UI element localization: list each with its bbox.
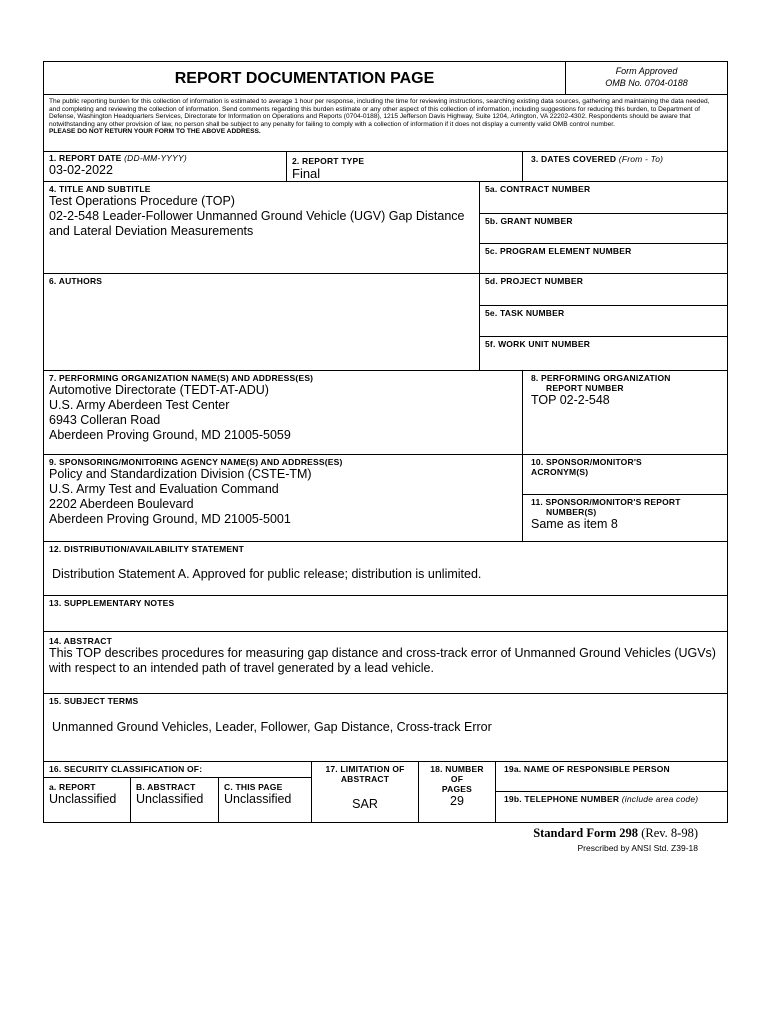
abstract-row (44, 632, 727, 694)
sponsor-acronym-label-2: ACRONYM(S) (531, 467, 589, 477)
performing-org-line-3: 6943 Colleran Road (49, 413, 161, 427)
title-line-2: 02-2-548 Leader-Follower Unmanned Ground Vehicle (UGV) Gap Distance (49, 209, 465, 223)
responsible-person-label: 19a. NAME OF RESPONSIBLE PERSON (504, 764, 670, 774)
security-report-value: Unclassified (49, 792, 117, 806)
return-warning: PLEASE DO NOT RETURN YOUR FORM TO THE ABOVE ADDRESS. (49, 128, 261, 136)
performing-report-label-1: 8. PERFORMING ORGANIZATION (531, 373, 671, 383)
task-number-label: 5e. TASK NUMBER (485, 308, 565, 318)
performing-report-cell[interactable] (523, 371, 727, 454)
report-type-label: 2. REPORT TYPE (292, 156, 365, 166)
report-type-value[interactable]: Final (292, 166, 321, 181)
telephone-hint: (include area code) (621, 794, 699, 804)
security-report-cell[interactable] (44, 778, 131, 822)
report-documentation-form (43, 61, 728, 823)
limitation-value: SAR (352, 797, 378, 811)
form-footer (533, 826, 698, 853)
pages-label-2: OF (450, 774, 464, 784)
standard-form-label: Standard Form 298 (533, 826, 639, 840)
limitation-label-1: 17. LIMITATION OF (325, 764, 405, 774)
omb-number: OMB No. 0704-0188 (605, 78, 688, 88)
distribution-cell[interactable] (44, 542, 727, 595)
dates-covered-cell[interactable] (523, 152, 727, 181)
dates-covered-label: 3. DATES COVERED (531, 154, 617, 164)
abstract-line-1: This TOP describes procedures for measuring gap distance and cross-track error of Unmanned Ground Vehicles (UGVs) (49, 646, 716, 660)
pages-value: 29 (450, 794, 464, 808)
security-page-value: Unclassified (224, 792, 292, 806)
performing-report-number: TOP 02-2-548 (531, 393, 610, 407)
performing-org-row (44, 371, 727, 455)
distribution-row (44, 542, 727, 596)
limitation-cell[interactable] (312, 762, 419, 822)
security-abstract-label: B. ABSTRACT (136, 782, 196, 792)
burden-statement: The public reporting burden for this collection of information is estimated to average 1 hour per response, including the time for reviewing instructions, searching existing data sources, gathering and maintaining the data needed, and completing and reviewing the collection of information. Send comments regarding this burden estimate or any other aspect of this collection of information, including suggestions for reducing this burden, to Department of Defense, Washington Headquarters Services, Directorate for Information on Operations and Reports (0704-0188), 1215 Jefferson Davis Highway, Suite 1204, Arlington, VA 22202-4302. Respondents should be aware that notwithstanding any other provision of law, no person shall be subject to any penalty for failing to comply with a collection of information if it does not display a currently valid OMB control number. (49, 98, 710, 128)
title-line-1: Test Operations Procedure (TOP) (49, 194, 235, 208)
performing-org-line-4: Aberdeen Proving Ground, MD 21005-5059 (49, 428, 291, 442)
title-subtitle-cell[interactable] (44, 182, 480, 273)
sponsor-report-label-1: 11. SPONSOR/MONITOR'S REPORT (531, 497, 681, 507)
security-report-label: a. REPORT (49, 782, 96, 792)
telephone-cell[interactable] (496, 792, 727, 822)
report-date-hint: (DD-MM-YYYY) (124, 153, 187, 163)
security-page-cell[interactable] (219, 778, 311, 822)
subject-terms-row (44, 694, 727, 762)
sponsor-label: 9. SPONSORING/MONITORING AGENCY NAME(S) AND ADDRESS(ES) (49, 457, 343, 467)
project-number-cell[interactable] (480, 274, 727, 306)
abstract-line-2: with respect to an intended path of travel generated by a lead vehicle. (49, 661, 434, 675)
abstract-cell[interactable] (44, 632, 727, 693)
sponsor-line-1: Policy and Standardization Division (CSTE-TM) (49, 467, 312, 481)
contract-number-cell[interactable] (480, 182, 727, 214)
form-revision: (Rev. 8-98) (641, 826, 698, 840)
performing-org-line-1: Automotive Directorate (TEDT-AT-ADU) (49, 383, 269, 397)
report-date-cell[interactable] (44, 152, 287, 181)
title-subtitle-row (44, 182, 727, 274)
classification-row (44, 762, 727, 822)
dates-covered-hint: (From - To) (618, 154, 664, 164)
performing-org-line-2: U.S. Army Aberdeen Test Center (49, 398, 230, 412)
report-date-label: 1. REPORT DATE (49, 153, 122, 163)
program-element-cell[interactable] (480, 244, 727, 273)
security-classification-label: 16. SECURITY CLASSIFICATION OF: (49, 764, 203, 774)
responsible-person-cell[interactable] (496, 762, 727, 792)
subject-terms-cell[interactable] (44, 694, 727, 761)
security-abstract-value: Unclassified (136, 792, 204, 806)
sponsor-acronym-cell[interactable] (523, 455, 727, 495)
sponsor-cell[interactable] (44, 455, 523, 541)
performing-org-cell[interactable] (44, 371, 523, 454)
task-number-cell[interactable] (480, 306, 727, 337)
supplementary-label: 13. SUPPLEMENTARY NOTES (49, 598, 175, 608)
sponsor-row (44, 455, 727, 542)
work-unit-cell[interactable] (480, 337, 727, 370)
subject-terms-label: 15. SUBJECT TERMS (49, 696, 139, 706)
supplementary-cell[interactable] (44, 596, 727, 631)
sponsor-acronym-label-1: 10. SPONSOR/MONITOR'S (531, 457, 642, 467)
burden-row (44, 95, 727, 152)
sponsor-report-value: Same as item 8 (531, 517, 618, 531)
security-abstract-cell[interactable] (131, 778, 219, 822)
performing-org-label: 7. PERFORMING ORGANIZATION NAME(S) AND ADDRESS(ES) (49, 373, 314, 383)
grant-number-label: 5b. GRANT NUMBER (485, 216, 573, 226)
pages-label-1: 18. NUMBER (430, 764, 484, 774)
report-date-value[interactable]: 03-02-2022 (49, 163, 113, 177)
sponsor-line-2: U.S. Army Test and Evaluation Command (49, 482, 279, 496)
distribution-label: 12. DISTRIBUTION/AVAILABILITY STATEMENT (49, 544, 244, 554)
report-date-row (44, 152, 727, 182)
supplementary-row (44, 596, 727, 632)
grant-number-cell[interactable] (480, 214, 727, 244)
performing-report-label-2: REPORT NUMBER (546, 383, 624, 393)
title-line-3: and Lateral Deviation Measurements (49, 224, 254, 238)
number-of-pages-cell[interactable] (419, 762, 496, 822)
authors-label: 6. AUTHORS (49, 276, 103, 286)
contract-number-label: 5a. CONTRACT NUMBER (485, 184, 591, 194)
sponsor-line-4: Aberdeen Proving Ground, MD 21005-5001 (49, 512, 291, 526)
abstract-label: 14. ABSTRACT (49, 636, 113, 646)
form-approved-label: Form Approved (615, 66, 678, 76)
sponsor-report-cell[interactable] (523, 495, 727, 541)
project-number-label: 5d. PROJECT NUMBER (485, 276, 584, 286)
pages-label-3: PAGES (441, 784, 473, 794)
title-row (44, 62, 727, 95)
sponsor-report-label-2: NUMBER(S) (546, 507, 597, 517)
program-element-label: 5c. PROGRAM ELEMENT NUMBER (485, 246, 632, 256)
authors-row (44, 274, 727, 371)
work-unit-label: 5f. WORK UNIT NUMBER (485, 339, 591, 349)
limitation-label-2: ABSTRACT (340, 774, 390, 784)
distribution-statement: Distribution Statement A. Approved for public release; distribution is unlimited. (52, 567, 482, 581)
title-subtitle-label: 4. TITLE AND SUBTITLE (49, 184, 151, 194)
sponsor-line-3: 2202 Aberdeen Boulevard (49, 497, 194, 511)
security-classification-cell (44, 762, 312, 822)
telephone-label: 19b. TELEPHONE NUMBER (504, 794, 620, 804)
authors-cell[interactable] (44, 274, 480, 370)
page-title: REPORT DOCUMENTATION PAGE (174, 70, 435, 87)
prescribed-by: Prescribed by ANSI Std. Z39-18 (577, 843, 698, 853)
report-type-cell[interactable] (287, 152, 523, 181)
subject-terms-value: Unmanned Ground Vehicles, Leader, Follower, Gap Distance, Cross-track Error (52, 720, 492, 734)
security-page-label: C. THIS PAGE (224, 782, 283, 792)
